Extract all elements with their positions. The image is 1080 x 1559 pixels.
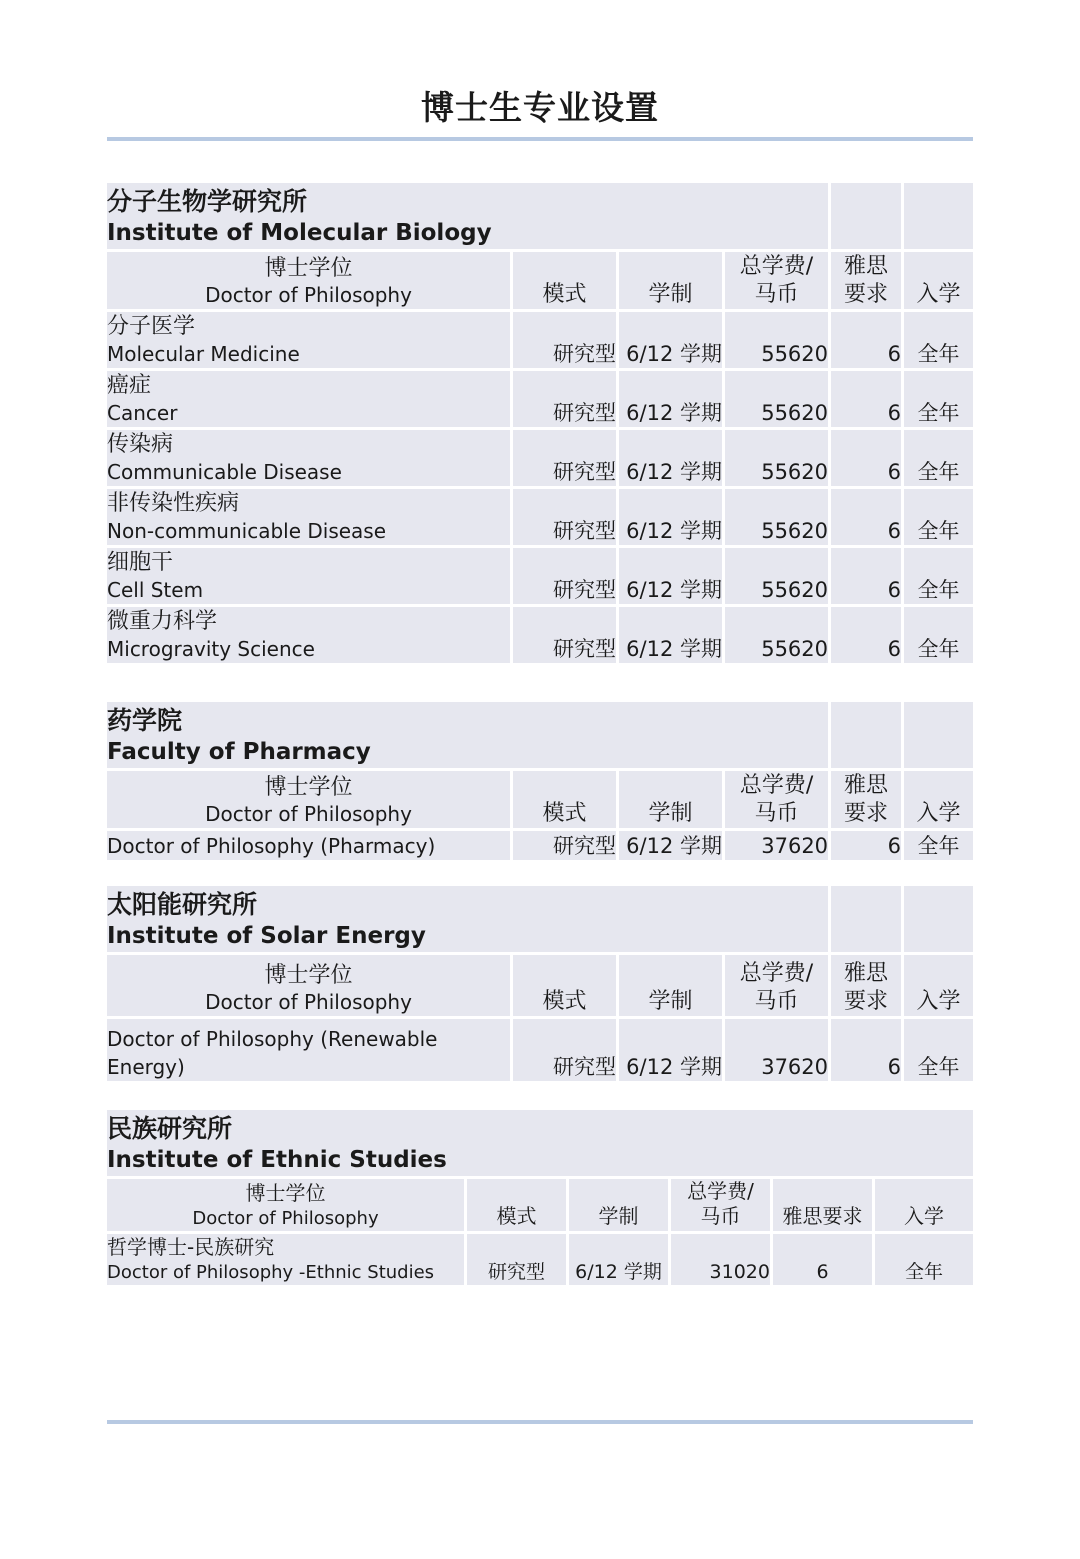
duration-cell: 6/12 学期 [616, 430, 722, 486]
fee-cell: 55620 [722, 607, 828, 663]
intake-cell: 全年 [901, 371, 973, 427]
degree-header: 博士学位 Doctor of Philosophy [107, 955, 510, 1016]
table-row [107, 607, 973, 663]
ielts-cell: 6 [828, 607, 901, 663]
column-header-row [107, 955, 973, 1016]
duration-cell: 6/12 学期 [616, 489, 722, 545]
ielts-cell: 6 [770, 1234, 872, 1285]
mode-cell: 研究型 [510, 607, 616, 663]
section-name-en: Institute of Ethnic Studies [107, 1147, 447, 1173]
mode-cell: 研究型 [510, 371, 616, 427]
program-name: 癌症 Cancer [107, 371, 510, 427]
degree-header: 博士学位 Doctor of Philosophy [107, 771, 510, 828]
duration-cell: 6/12 学期 [616, 548, 722, 604]
duration-header: 学制 [566, 1179, 668, 1231]
intake-cell: 全年 [901, 607, 973, 663]
ielts-header: 雅思 要求 [828, 252, 901, 309]
fee-cell: 55620 [722, 430, 828, 486]
table-row [107, 489, 973, 545]
mode-cell: 研究型 [510, 1019, 616, 1081]
program-name: 分子医学 Molecular Medicine [107, 312, 510, 368]
fee-header: 总学费/ 马币 [722, 771, 828, 828]
column-header-row [107, 1179, 973, 1231]
intake-header: 入学 [872, 1179, 973, 1231]
fee-cell: 55620 [722, 548, 828, 604]
section-name-en: Institute of Solar Energy [107, 923, 426, 949]
section-name-zh: 太阳能研究所 [107, 890, 258, 919]
fee-cell: 37620 [722, 831, 828, 860]
ielts-cell: 6 [828, 312, 901, 368]
fee-cell: 55620 [722, 489, 828, 545]
mode-cell: 研究型 [510, 312, 616, 368]
section-name-zh: 分子生物学研究所 [107, 187, 308, 216]
fee-cell: 31020 [668, 1234, 770, 1285]
degree-header: 博士学位 Doctor of Philosophy [107, 1179, 464, 1231]
program-name: 微重力科学 Microgravity Science [107, 607, 510, 663]
duration-cell: 6/12 学期 [616, 607, 722, 663]
page-title: 博士生专业设置 [421, 88, 659, 127]
fee-cell: 55620 [722, 312, 828, 368]
intake-cell: 全年 [901, 430, 973, 486]
section-name-zh: 民族研究所 [107, 1114, 233, 1143]
mode-cell: 研究型 [510, 548, 616, 604]
ielts-cell: 6 [828, 1019, 901, 1081]
degree-header: 博士学位 Doctor of Philosophy [107, 252, 510, 309]
column-header-row [107, 771, 973, 828]
bottom-divider [107, 1420, 973, 1424]
duration-cell: 6/12 学期 [616, 371, 722, 427]
program-name: 非传染性疾病 Non-communicable Disease [107, 489, 510, 545]
ielts-cell: 6 [828, 430, 901, 486]
ielts-cell: 6 [828, 371, 901, 427]
duration-cell: 6/12 学期 [616, 831, 722, 860]
table-row [107, 1234, 973, 1285]
mode-header: 模式 [510, 252, 616, 309]
table-row [107, 1019, 973, 1081]
mode-header: 模式 [510, 771, 616, 828]
section-name-en: Institute of Molecular Biology [107, 220, 492, 246]
mode-cell: 研究型 [464, 1234, 566, 1285]
table-row [107, 831, 973, 860]
mode-header: 模式 [464, 1179, 566, 1231]
intake-cell: 全年 [901, 1019, 973, 1081]
section-header [107, 1110, 973, 1176]
intake-cell: 全年 [901, 489, 973, 545]
fee-cell: 55620 [722, 371, 828, 427]
intake-header: 入学 [901, 955, 973, 1016]
table-row [107, 371, 973, 427]
duration-header: 学制 [616, 771, 722, 828]
intake-cell: 全年 [901, 548, 973, 604]
intake-header: 入学 [901, 252, 973, 309]
fee-header: 总学费/ 马币 [668, 1179, 770, 1231]
ielts-cell: 6 [828, 489, 901, 545]
column-header-row [107, 252, 973, 309]
duration-header: 学制 [616, 955, 722, 1016]
program-name: 传染病 Communicable Disease [107, 430, 510, 486]
duration-cell: 6/12 学期 [616, 1019, 722, 1081]
table-row [107, 548, 973, 604]
table-row [107, 430, 973, 486]
intake-header: 入学 [901, 771, 973, 828]
fee-cell: 37620 [722, 1019, 828, 1081]
section-header [107, 702, 828, 768]
duration-cell: 6/12 学期 [566, 1234, 668, 1285]
section-header [107, 183, 828, 249]
intake-cell: 全年 [872, 1234, 973, 1285]
program-name: Doctor of Philosophy (Pharmacy) [107, 831, 510, 860]
program-name: Doctor of Philosophy (Renewable Energy) [107, 1019, 510, 1081]
ielts-cell: 6 [828, 548, 901, 604]
section-pharmacy [107, 699, 973, 863]
section-name-zh: 药学院 [107, 706, 183, 735]
duration-cell: 6/12 学期 [616, 312, 722, 368]
program-name: 细胞干 Cell Stem [107, 548, 510, 604]
mode-cell: 研究型 [510, 430, 616, 486]
duration-header: 学制 [616, 252, 722, 309]
section-solar-energy [107, 883, 973, 1084]
ielts-cell: 6 [828, 831, 901, 860]
ielts-header: 雅思要求 [770, 1179, 872, 1231]
top-divider [107, 137, 973, 141]
mode-cell: 研究型 [510, 489, 616, 545]
intake-cell: 全年 [901, 831, 973, 860]
ielts-header: 雅思 要求 [828, 771, 901, 828]
fee-header: 总学费/ 马币 [722, 955, 828, 1016]
ielts-header: 雅思 要求 [828, 955, 901, 1016]
section-ethnic-studies [107, 1107, 973, 1288]
fee-header: 总学费/ 马币 [722, 252, 828, 309]
section-molecular-biology [107, 180, 973, 666]
intake-cell: 全年 [901, 312, 973, 368]
program-name: 哲学博士-民族研究 Doctor of Philosophy -Ethnic Studies [107, 1234, 464, 1285]
mode-header: 模式 [510, 955, 616, 1016]
section-name-en: Faculty of Pharmacy [107, 739, 371, 765]
mode-cell: 研究型 [510, 831, 616, 860]
section-header [107, 886, 828, 952]
table-row [107, 312, 973, 368]
